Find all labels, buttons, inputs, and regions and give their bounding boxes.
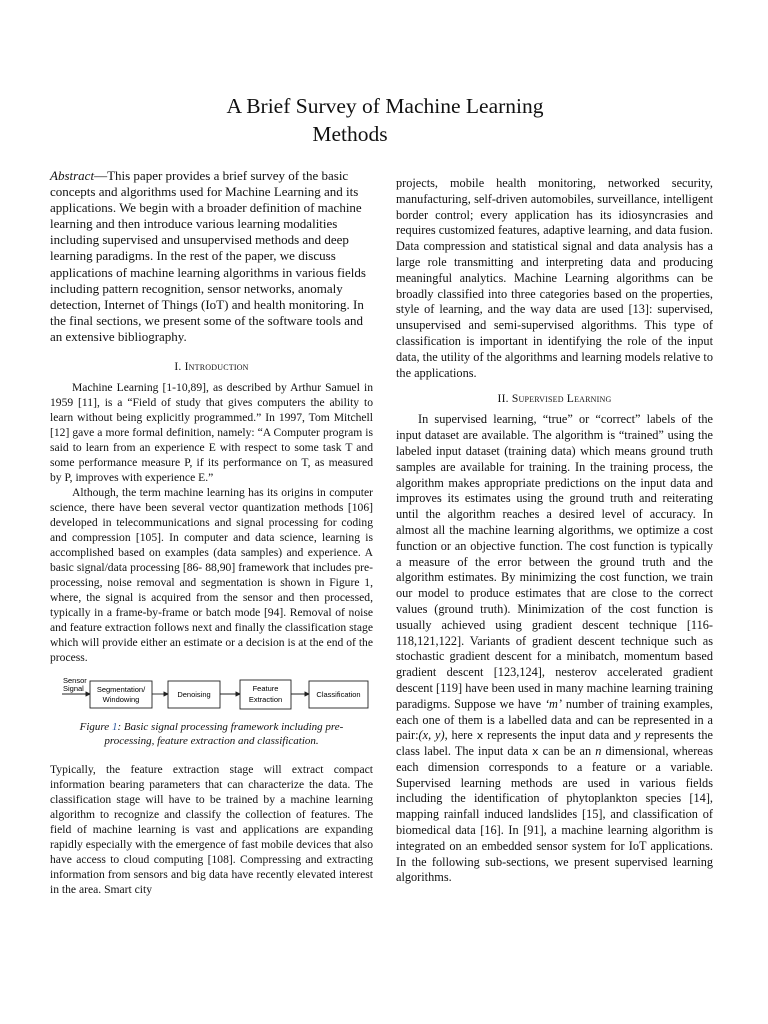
denoising-label: Denoising xyxy=(177,690,211,700)
figure-caption xyxy=(62,721,361,748)
paper-title xyxy=(150,92,620,148)
section-number: I. xyxy=(174,360,182,374)
figure-number-link[interactable]: 1 xyxy=(111,721,118,734)
caption-text: : Basic signal processing framework including pre-processing, feature extraction and classification. xyxy=(104,721,344,747)
intro-paragraph-1: Machine Learning [1-10,89], as described by Arthur Samuel in 1959 [11], is a “Field of study that gives computers the ability to learn without being explicitly programmed.” In 1997, Tom Mitchell [12] gave a more formal definition, namely: “A Computer program is said to learn from an experience E with respect to some task T and some performance measure P, if its performance on T, as measured by P, improves with experience E.” xyxy=(50,381,373,485)
segmentation-label: Segmentation/ xyxy=(96,685,146,695)
intro-paragraph-3: Typically, the feature extraction stage will extract compact information bearing parameters that can characterize the data. The classification stage will have to be trained by a machine learning algorithm to recognize and classify the collection of features. The field of machine learning is vast and applications are expanding rapidly especially with the emergence of fast mobile devices that also have access to cloud computing [108]. Compressing and extracting information from sensors and big data have recently elevated interest in the area. Smart city xyxy=(50,763,373,897)
extraction-label: Extraction xyxy=(248,695,283,705)
math-symbol: ‘m’ xyxy=(544,696,563,711)
right-column xyxy=(396,176,713,886)
text-run: represents the input data and xyxy=(483,728,635,743)
supervised-paragraph xyxy=(396,412,713,886)
intro-continuation: projects, mobile health monitoring, networked security, manufacturing, self-driven automobiles, surveillance, intelligent border control; every application has its idiosyncrasies and requires customized features, adaptive learning, and data fusion. Data compression and statistical signal and data analysis has a large role transmitting and interpreting data and producing meaningful analytics. Machine Learning algorithms can be broadly classified into three categories based on the properties, style of learning, and the way data are used [13]: supervised, unsupervised and semi-supervised algorithms. This type of classification is important in identifying the role of the input data, the utility of the algorithms and learning models relative to the applications. xyxy=(396,176,713,380)
left-column xyxy=(50,168,373,897)
math-symbol: x xyxy=(531,745,539,759)
text-run: can be an xyxy=(538,744,596,759)
text-run: dimensional, whereas each dimension corresponds to a feature or a variable. Supervised learning methods are used in various fields including the identification of phytoplankton species [14], mapping rainfall induced landslides [15], and classification of biomedical data [16]. In [91], a machine learning algorithm is integrated on an embedded sensor system for IoT applications. In the following sub-sections, we present supervised learning algorithms. xyxy=(396,744,713,885)
windowing-label: Windowing xyxy=(102,695,140,705)
framework-diagram xyxy=(50,675,373,715)
math-symbol: y xyxy=(634,728,641,743)
section-number: II. xyxy=(497,392,509,406)
math-symbol: n xyxy=(595,744,602,759)
section-title: Supervised Learning xyxy=(511,392,612,406)
title-line-1: A Brief Survey of Machine Learning xyxy=(226,94,544,118)
math-symbol: (x, y) xyxy=(418,728,445,743)
intro-paragraph-2: Although, the term machine learning has its origins in computer science, there have been several vector quantization methods [106] developed in telecommunications and signal processing for coding and compression [105]. In computer and data science, learning is accomplished based on examples (data samples) and experience. A basic signal/data processing [86- 88,90] framework that includes pre-processing, noise removal and segmentation is shown in Figure 1, where, the signal is acquired from the sensor and then processed, typically in a frame-by-frame or batch mode [94]. Removal of noise and feature extraction follows next and finally the classification stage which will provide either an estimate or a decision is at the end of the process. xyxy=(50,486,373,665)
text-run: number of training examples, each one of them is a labelled data and can be represented in a pair: xyxy=(396,696,713,743)
abstract-lead: Abstract xyxy=(50,168,95,183)
text-run: represents the class label. The input data xyxy=(396,728,713,759)
caption-prefix: Figure xyxy=(79,721,112,734)
input-label-sensor: Sensor xyxy=(63,676,87,686)
math-symbol: x xyxy=(476,729,484,743)
classification-label: Classification xyxy=(316,690,361,700)
title-line-2: Methods xyxy=(312,122,388,146)
section-heading-introduction xyxy=(50,359,373,374)
figure-1 xyxy=(50,675,373,748)
text-run: In supervised learning, “true” or “correct” labels of the input dataset are available. The algorithm is “trained” using the labeled input dataset (training data) which means ground truth samples are available for training. In the training process, the algorithm makes appropriate predictions on the input data and improves its estimates using the ground truth and reiterating until the algorithm reaches a desired level of accuracy. In almost all the machine learning algorithms, we optimize a cost function or an objective function. The cost function is typically a measure of the error between the ground truth and the algorithm estimates. By minimizing the cost function, we train our model to produce estimates that are close to the correct values (ground truth). Minimization of the cost function is usually achieved using gradient descent technique [116-118,121,122]. Variants of gradient descent technique such as stochastic gradient descent for a minibatch, momentum based gradient descent [123,124], nesterov accelerated gradient descent [119] have been used in many machine learning training paradigms. Suppose we have xyxy=(396,412,713,711)
input-label-signal: Signal xyxy=(63,684,84,694)
section-title: Introduction xyxy=(184,360,249,374)
feature-label: Feature xyxy=(252,684,279,694)
abstract xyxy=(50,168,373,345)
abstract-text: —This paper provides a brief survey of the basic concepts and algorithms used for Machine Learning and its applications. We begin with a broader definition of machine learning and then introduce various learning modalities including supervised and unsupervised methods and deep learning paradigms. In the rest of the paper, we discuss applications of machine learning algorithms in various fields including pattern recognition, sensor networks, anomaly detection, Internet of Things (IoT) and health monitoring. In the final sections, we present some of the software tools and an extensive bibliography. xyxy=(50,168,366,344)
section-heading-supervised xyxy=(396,391,713,406)
text-run: , here xyxy=(444,728,477,743)
